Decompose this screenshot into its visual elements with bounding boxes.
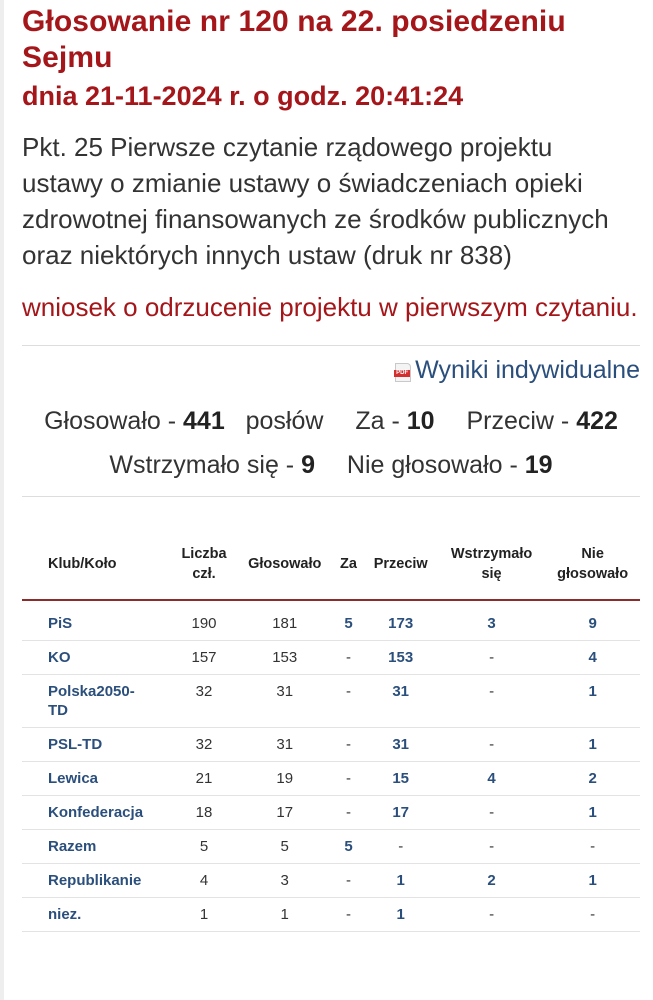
voted-cell: 31 bbox=[236, 675, 334, 728]
club-link[interactable]: KO bbox=[22, 641, 172, 675]
members-cell: 1 bbox=[172, 898, 236, 932]
not-voted-cell: - bbox=[545, 898, 640, 932]
vote-datetime: dnia 21-11-2024 r. o godz. 20:41:24 bbox=[22, 81, 464, 111]
za-cell: - bbox=[334, 641, 364, 675]
members-cell: 157 bbox=[172, 641, 236, 675]
table-row bbox=[22, 600, 640, 641]
not-voted-cell: 2 bbox=[545, 762, 640, 796]
not-voted-cell: 4 bbox=[545, 641, 640, 675]
voted-cell: 19 bbox=[236, 762, 334, 796]
club-link[interactable]: Lewica bbox=[22, 762, 172, 796]
przeciw-label: Przeciw - bbox=[466, 407, 570, 435]
individual-results-link[interactable] bbox=[395, 356, 640, 385]
club-link[interactable]: Polska2050- TD bbox=[22, 675, 172, 728]
za-cell: - bbox=[334, 728, 364, 762]
not-voted-cell: 1 bbox=[545, 728, 640, 762]
abstained-cell: - bbox=[438, 728, 545, 762]
voted-value: 441 bbox=[183, 407, 225, 435]
members-cell: 4 bbox=[172, 864, 236, 898]
members-cell: 32 bbox=[172, 675, 236, 728]
page-content bbox=[22, 0, 640, 932]
col-members: Liczba czł. bbox=[172, 529, 236, 600]
table-row bbox=[22, 830, 640, 864]
vote-summary-line-2 bbox=[22, 446, 640, 484]
col-not-voted: Nie głosowało bbox=[545, 529, 640, 600]
przeciw-cell: 15 bbox=[363, 762, 437, 796]
club-link[interactable]: PiS bbox=[22, 600, 172, 641]
abstained-cell: - bbox=[438, 675, 545, 728]
club-link[interactable]: niez. bbox=[22, 898, 172, 932]
voted-label: Głosowało - bbox=[44, 407, 177, 435]
za-cell: 5 bbox=[334, 600, 364, 641]
not-voted-label: Nie głosowało - bbox=[346, 451, 518, 479]
table-row bbox=[22, 728, 640, 762]
przeciw-cell: 17 bbox=[363, 796, 437, 830]
members-cell: 190 bbox=[172, 600, 236, 641]
club-link[interactable]: Konfederacja bbox=[22, 796, 172, 830]
club-link[interactable]: Republikanie bbox=[22, 864, 172, 898]
table-header-row bbox=[22, 529, 640, 600]
not-voted-cell: - bbox=[545, 830, 640, 864]
club-link[interactable]: Razem bbox=[22, 830, 172, 864]
abstained-cell: 2 bbox=[438, 864, 545, 898]
voted-cell: 3 bbox=[236, 864, 334, 898]
przeciw-value: 422 bbox=[576, 407, 618, 435]
col-abstained: Wstrzymało się bbox=[438, 529, 545, 600]
results-link-row bbox=[22, 356, 640, 390]
przeciw-cell: 31 bbox=[363, 728, 437, 762]
voted-cell: 1 bbox=[236, 898, 334, 932]
club-results-table bbox=[22, 529, 640, 932]
abstained-value: 9 bbox=[301, 451, 315, 479]
members-cell: 18 bbox=[172, 796, 236, 830]
za-cell: - bbox=[334, 796, 364, 830]
pdf-icon: PDF bbox=[395, 363, 411, 382]
abstained-cell: - bbox=[438, 796, 545, 830]
members-cell: 21 bbox=[172, 762, 236, 796]
abstained-cell: - bbox=[438, 641, 545, 675]
voted-cell: 181 bbox=[236, 600, 334, 641]
not-voted-cell: 1 bbox=[545, 796, 640, 830]
not-voted-value: 19 bbox=[524, 451, 553, 479]
table-row bbox=[22, 641, 640, 675]
table-row bbox=[22, 796, 640, 830]
voted-cell: 31 bbox=[236, 728, 334, 762]
abstained-cell: - bbox=[438, 830, 545, 864]
table-row bbox=[22, 675, 640, 728]
table-row bbox=[22, 898, 640, 932]
przeciw-cell: 173 bbox=[363, 600, 437, 641]
przeciw-cell: 1 bbox=[363, 898, 437, 932]
za-cell: - bbox=[334, 864, 364, 898]
voted-cell: 17 bbox=[236, 796, 334, 830]
voted-unit: posłów bbox=[245, 407, 324, 435]
za-cell: - bbox=[334, 762, 364, 796]
page-title: Głosowanie nr 120 na 22. posiedzeniu Sejmu bbox=[22, 5, 566, 74]
motion-description: wniosek o odrzucenie projektu w pierwszym czytaniu. bbox=[22, 292, 638, 322]
za-value: 10 bbox=[406, 407, 435, 435]
members-cell: 5 bbox=[172, 830, 236, 864]
not-voted-cell: 1 bbox=[545, 675, 640, 728]
abstained-cell: 3 bbox=[438, 600, 545, 641]
col-voted: Głosowało bbox=[236, 529, 334, 600]
agenda-point: Pkt. 25 Pierwsze czytanie rządowego projektu ustawy o zmianie ustawy o świadczeniach opieki zdrowotnej finansowanych ze środków publicznych oraz niektórych innych ustaw (druk nr 838) bbox=[22, 132, 609, 270]
abstained-cell: 4 bbox=[438, 762, 545, 796]
divider bbox=[22, 345, 640, 346]
abstained-cell: - bbox=[438, 898, 545, 932]
left-border bbox=[0, 0, 4, 1000]
members-cell: 32 bbox=[172, 728, 236, 762]
table-row bbox=[22, 864, 640, 898]
za-cell: 5 bbox=[334, 830, 364, 864]
divider bbox=[22, 496, 640, 497]
col-club: Klub/Koło bbox=[22, 529, 172, 600]
not-voted-cell: 9 bbox=[545, 600, 640, 641]
club-link[interactable]: PSL-TD bbox=[22, 728, 172, 762]
not-voted-cell: 1 bbox=[545, 864, 640, 898]
za-cell: - bbox=[334, 675, 364, 728]
za-label: Za - bbox=[355, 407, 400, 435]
col-przeciw: Przeciw bbox=[363, 529, 437, 600]
abstained-label: Wstrzymało się - bbox=[109, 451, 295, 479]
vote-summary-line-1 bbox=[22, 402, 640, 440]
voted-cell: 153 bbox=[236, 641, 334, 675]
przeciw-cell: 1 bbox=[363, 864, 437, 898]
individual-results-label: Wyniki indywidualne bbox=[415, 356, 640, 384]
przeciw-cell: - bbox=[363, 830, 437, 864]
table-row bbox=[22, 762, 640, 796]
przeciw-cell: 153 bbox=[363, 641, 437, 675]
przeciw-cell: 31 bbox=[363, 675, 437, 728]
voted-cell: 5 bbox=[236, 830, 334, 864]
col-za: Za bbox=[334, 529, 364, 600]
za-cell: - bbox=[334, 898, 364, 932]
